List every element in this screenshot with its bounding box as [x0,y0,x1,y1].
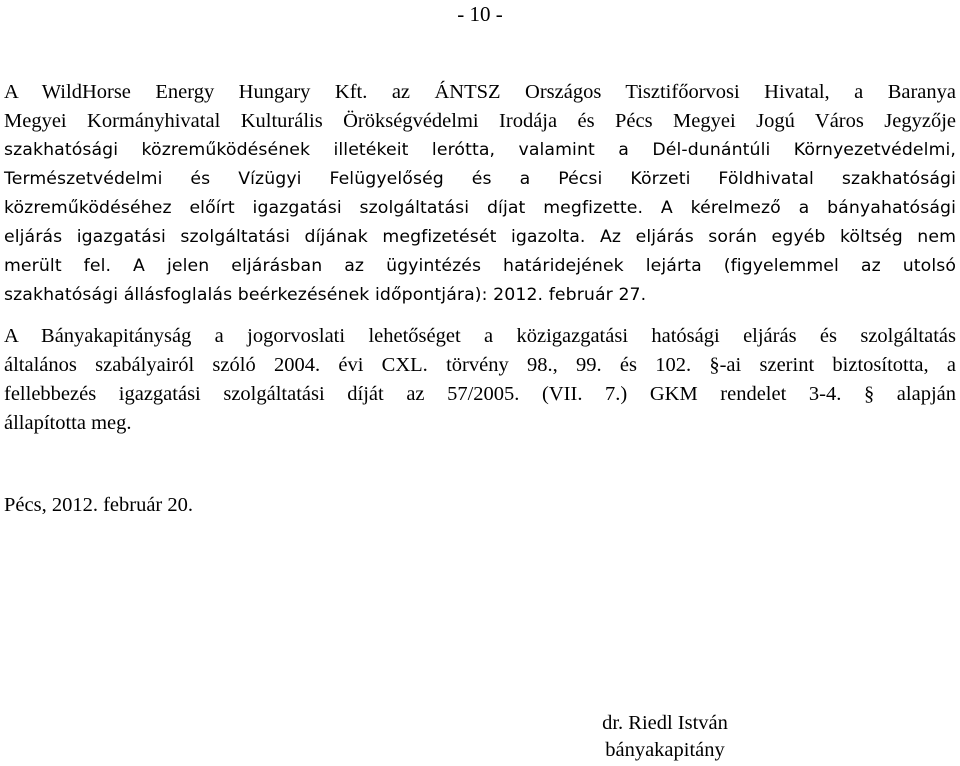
paragraph-line: merült fel. A jelen eljárásban az ügyintézés határidejének lejárta (figyelemmel az utolsó [4,256,956,276]
paragraph-line: szakhatósági állásfoglalás beérkezésének időpontjára): 2012. február 27. [4,285,647,305]
paragraph-line: A Bányakapitányság a jogorvoslati lehetőséget a közigazgatási hatósági eljárás és szolgáltatás [4,325,956,347]
signatory-name: dr. Riedl István [602,712,728,734]
paragraph-line: általános szabályairól szóló 2004. évi CXL. törvény 98., 99. és 102. §-ai szerint biztosította, a [4,354,956,376]
paragraph-legal-remedy [4,322,956,438]
paragraph-line: Megyei Kormányhivatal Kulturális Örökségvédelmi Irodája és Pécs Megyei Jogú Város Jegyzője [4,110,956,132]
signatory-title: bányakapitány [605,739,725,761]
signature-block [590,710,740,764]
paragraph-line: fellebbezés igazgatási szolgáltatási díját az 57/2005. (VII. 7.) GKM rendelet 3-4. § alapján [4,383,956,405]
paragraph-line: A WildHorse Energy Hungary Kft. az ÁNTSZ Országos Tisztifőorvosi Hivatal, a Baranya [4,81,956,103]
page-number: - 10 - [457,2,503,26]
place-date: Pécs, 2012. február 20. [4,494,194,516]
paragraph-line: eljárás igazgatási szolgáltatási díjának megfizetését igazolta. Az eljárás során egyéb költség nem [4,227,956,247]
paragraph-line: szakhatósági közreműködésének illetékeit lerótta, valamint a Dél-dunántúli Környezetvédelmi, [4,140,956,160]
paragraph-fees [4,78,956,310]
paragraph-line: Természetvédelmi és Vízügyi Felügyelőség és a Pécsi Körzeti Földhivatal szakhatósági [4,169,956,189]
paragraph-line: állapította meg. [4,412,132,434]
paragraph-line: közreműködéséhez előírt igazgatási szolgáltatási díjat megfizette. A kérelmező a bányahatósági [4,198,956,218]
